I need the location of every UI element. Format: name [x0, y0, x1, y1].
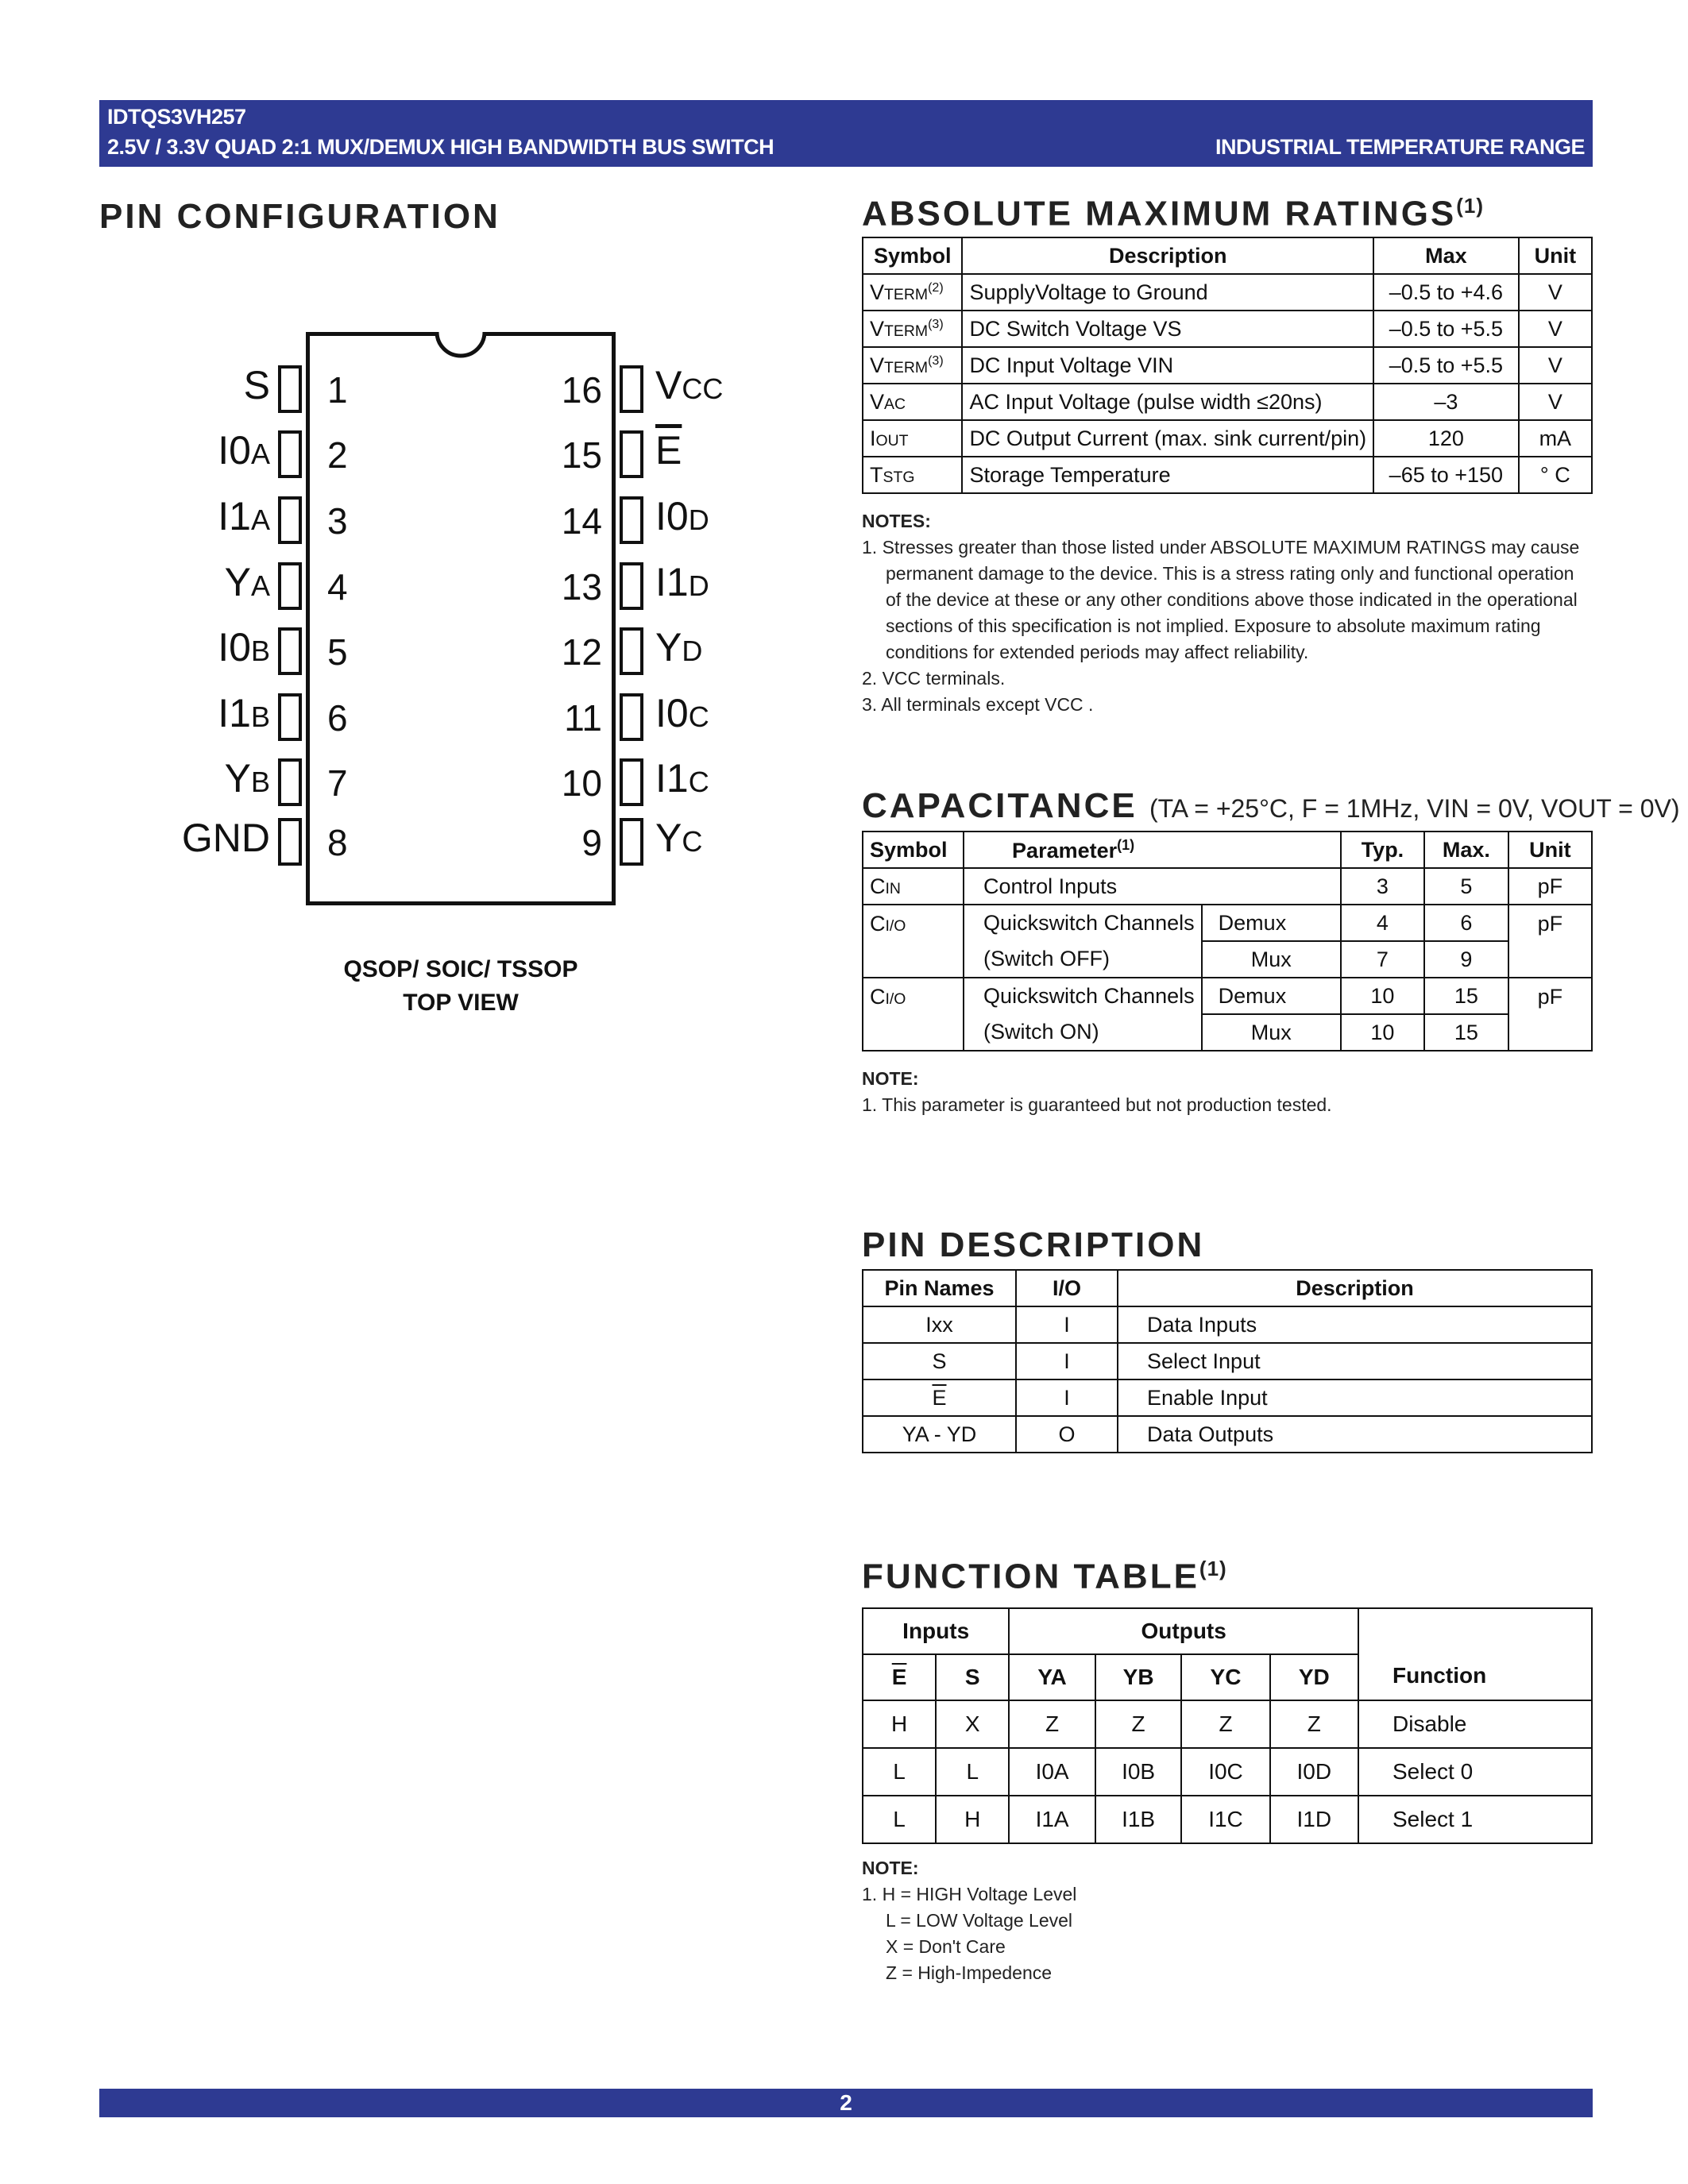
table-row	[863, 347, 1592, 384]
max-cell: 6	[1424, 905, 1508, 941]
max-cell: 120	[1373, 420, 1519, 457]
outputs-header: Outputs	[1009, 1608, 1358, 1654]
mode-cell: Demux	[1202, 978, 1341, 1014]
capacitance-conditions: (TA = +25°C, F = 1MHz, VIN = 0V, VOUT = 0V)	[1149, 794, 1680, 823]
col-symbol: Symbol	[863, 237, 962, 274]
value-cell: I0B	[1095, 1748, 1182, 1796]
unit-cell: V	[1519, 311, 1592, 347]
pin-label: YD	[655, 625, 703, 669]
value-cell: Z	[1270, 1700, 1358, 1748]
ic-package-outline	[306, 332, 616, 905]
function-header: Function	[1358, 1608, 1592, 1700]
pin-lead	[278, 365, 302, 413]
package-notch	[435, 327, 486, 359]
typ-cell: 4	[1341, 905, 1424, 941]
parameter-cell: Quickswitch Channels	[964, 905, 1202, 941]
mode-cell: Mux	[1202, 1014, 1341, 1051]
pin-label: VCC	[655, 363, 724, 407]
pin-number: 12	[561, 631, 602, 673]
abs-max-notes	[862, 508, 1593, 718]
pin-number: 8	[327, 822, 348, 863]
io-cell: I	[1016, 1379, 1118, 1416]
column-header: YC	[1181, 1654, 1269, 1700]
description-cell: Enable Input	[1118, 1379, 1592, 1416]
parameter-cell: Quickswitch Channels	[964, 978, 1202, 1014]
value-cell: H	[863, 1700, 936, 1748]
pin-label: YB	[224, 756, 270, 801]
table-row	[863, 905, 1592, 941]
description-cell: Data Inputs	[1118, 1306, 1592, 1343]
typ-cell: 7	[1341, 941, 1424, 978]
capacitance-title: CAPACITANCE (TA = +25°C, F = 1MHz, VIN = 0V, VOUT = 0V)	[862, 786, 1680, 825]
capacitance-table	[862, 831, 1593, 1051]
value-cell: H	[936, 1796, 1009, 1843]
function-table-notes	[862, 1855, 1076, 1986]
pin-label: YC	[655, 816, 703, 860]
note-1-cont: permanent damage to the device. This is a stress rating only and functional operation	[886, 563, 1574, 584]
pin-number: 5	[327, 631, 348, 673]
symbol-cell: VAC	[863, 384, 962, 420]
pin-lead	[620, 430, 643, 478]
pin-name-cell: YA - YD	[863, 1416, 1016, 1453]
io-cell: O	[1016, 1416, 1118, 1453]
pin-lead	[620, 758, 643, 806]
pin-lead	[620, 562, 643, 610]
page-number: 2	[840, 2090, 852, 2115]
function-cell: Disable	[1358, 1700, 1592, 1748]
value-cell: X	[936, 1700, 1009, 1748]
description-cell: Storage Temperature	[962, 457, 1373, 493]
pin-label: I0B	[218, 625, 270, 669]
table-row	[863, 1014, 1592, 1051]
pin-number: 3	[327, 500, 348, 542]
table-row	[863, 1343, 1592, 1379]
pin-lead	[620, 693, 643, 741]
note-1-cont: of the device at these or any other conditions above those indicated in the operational	[886, 589, 1578, 610]
value-cell: Z	[1095, 1700, 1182, 1748]
value-cell: I1C	[1181, 1796, 1269, 1843]
pin-lead	[278, 818, 302, 866]
value-cell: I1A	[1009, 1796, 1095, 1843]
pin-number: 7	[327, 762, 348, 804]
col-description: Description	[962, 237, 1373, 274]
symbol-cell: VTERM$^{(3)}$	[863, 347, 962, 384]
table-row	[863, 868, 1592, 905]
pin-lead	[278, 430, 302, 478]
pin-number: 2	[327, 434, 348, 476]
pin-label: I0D	[655, 494, 709, 538]
parameter-cell: (Switch ON)	[964, 1014, 1202, 1051]
pin-label: I1C	[655, 756, 709, 801]
pin-lead	[620, 818, 643, 866]
unit-cell: pF	[1508, 868, 1592, 905]
pin-label: I0C	[655, 691, 709, 735]
value-cell: L	[863, 1748, 936, 1796]
max-cell: –0.5 to +5.5	[1373, 311, 1519, 347]
mode-cell: Demux	[1202, 905, 1341, 941]
abs-max-table	[862, 237, 1593, 494]
part-number: IDTQS3VH257	[107, 105, 246, 129]
mode-cell: Mux	[1202, 941, 1341, 978]
typ-cell: 10	[1341, 1014, 1424, 1051]
symbol-cell: TSTG	[863, 457, 962, 493]
pin-name-cell: $\overline{E}$	[863, 1379, 1016, 1416]
pin-lead	[278, 758, 302, 806]
pin-label: I0A	[218, 428, 270, 473]
function-cell: Select 1	[1358, 1796, 1592, 1843]
table-row	[863, 941, 1592, 978]
symbol-cell: IOUT	[863, 420, 962, 457]
io-cell: I	[1016, 1343, 1118, 1379]
unit-cell: V	[1519, 384, 1592, 420]
description-cell: Select Input	[1118, 1343, 1592, 1379]
max-cell: –0.5 to +5.5	[1373, 347, 1519, 384]
pin-number: 15	[561, 434, 602, 476]
table-row	[863, 274, 1592, 311]
max-cell: 5	[1424, 868, 1508, 905]
table-row	[863, 311, 1592, 347]
description-cell: DC Output Current (max. sink current/pin)	[962, 420, 1373, 457]
pin-number: 1	[327, 369, 348, 411]
pin-name-cell: Ixx	[863, 1306, 1016, 1343]
note-2: 2. VCC terminals.	[862, 668, 1006, 689]
header-bar	[99, 100, 1593, 167]
pin-number: 9	[581, 822, 602, 863]
value-cell: I0D	[1270, 1748, 1358, 1796]
max-cell: 9	[1424, 941, 1508, 978]
parameter-cell: (Switch OFF)	[964, 941, 1202, 978]
pin-number: 13	[561, 566, 602, 608]
pin-label: I1D	[655, 560, 709, 604]
table-row	[863, 1700, 1592, 1748]
value-cell: I1B	[1095, 1796, 1182, 1843]
column-header: YD	[1270, 1654, 1358, 1700]
pin-lead	[620, 496, 643, 544]
value-cell: L	[936, 1748, 1009, 1796]
pin-number: 6	[327, 697, 348, 739]
value-cell: Z	[1181, 1700, 1269, 1748]
typ-cell: 3	[1341, 868, 1424, 905]
typ-cell: 10	[1341, 978, 1424, 1014]
pin-config-title: PIN CONFIGURATION	[99, 197, 500, 236]
pin-lead	[620, 627, 643, 675]
symbol-cell: CI/O	[863, 978, 964, 1051]
description-cell: DC Input Voltage VIN	[962, 347, 1373, 384]
notes-heading: NOTE:	[862, 1858, 919, 1878]
pin-label: I1B	[218, 691, 270, 735]
pin-label: I1A	[218, 494, 270, 538]
description-cell: Data Outputs	[1118, 1416, 1592, 1453]
table-row	[863, 457, 1592, 493]
inputs-header: Inputs	[863, 1608, 1009, 1654]
max-cell: –0.5 to +4.6	[1373, 274, 1519, 311]
note-1-cont: Z = High-Impedence	[886, 1962, 1053, 1983]
unit-cell: V	[1519, 274, 1592, 311]
value-cell: I0C	[1181, 1748, 1269, 1796]
symbol-cell: VTERM$^{(3)}$	[863, 311, 962, 347]
symbol-cell: CIN	[863, 868, 964, 905]
col-parameter: Parameter$^{(1)}$	[964, 832, 1341, 868]
col-symbol: Symbol	[863, 832, 964, 868]
col-max: Max	[1373, 237, 1519, 274]
pin-lead	[278, 627, 302, 675]
note-1-cont: L = LOW Voltage Level	[886, 1910, 1073, 1931]
doc-subtitle: 2.5V / 3.3V QUAD 2:1 MUX/DEMUX HIGH BANDWIDTH BUS SWITCH	[107, 135, 774, 159]
pin-label: S	[243, 363, 270, 407]
note-1: 1. This parameter is guaranteed but not production tested.	[862, 1094, 1332, 1115]
col-typ: Typ.	[1341, 832, 1424, 868]
value-cell: Z	[1009, 1700, 1095, 1748]
col-description: Description	[1118, 1270, 1592, 1306]
function-table	[862, 1607, 1593, 1844]
table-row	[863, 1748, 1592, 1796]
description-cell: AC Input Voltage (pulse width ≤20ns)	[962, 384, 1373, 420]
unit-cell: ° C	[1519, 457, 1592, 493]
function-cell: Select 0	[1358, 1748, 1592, 1796]
parameter-cell: Control Inputs	[964, 868, 1341, 905]
unit-cell: V	[1519, 347, 1592, 384]
pin-number: 10	[561, 762, 602, 804]
io-cell: I	[1016, 1306, 1118, 1343]
column-header: $\overline{E}$	[863, 1654, 936, 1700]
max-cell: –65 to +150	[1373, 457, 1519, 493]
table-row	[863, 384, 1592, 420]
table-row	[863, 978, 1592, 1014]
col-io: I/O	[1016, 1270, 1118, 1306]
col-unit: Unit	[1508, 832, 1592, 868]
max-cell: –3	[1373, 384, 1519, 420]
function-table-title: FUNCTION TABLE$^{(1)}$	[862, 1557, 1227, 1596]
pin-number: 16	[561, 369, 602, 411]
note-1-cont: sections of this specification is not implied. Exposure to absolute maximum rating	[886, 615, 1541, 636]
notes-heading: NOTE:	[862, 1068, 919, 1089]
col-unit: Unit	[1519, 237, 1592, 274]
value-cell: I1D	[1270, 1796, 1358, 1843]
pin-lead	[278, 496, 302, 544]
value-cell: L	[863, 1796, 936, 1843]
temperature-range: INDUSTRIAL TEMPERATURE RANGE	[1215, 135, 1585, 159]
pin-description-title: PIN DESCRIPTION	[862, 1225, 1205, 1264]
table-row	[863, 1796, 1592, 1843]
pin-description-table	[862, 1269, 1593, 1453]
symbol-cell: VTERM$^{(2)}$	[863, 274, 962, 311]
table-row	[863, 1306, 1592, 1343]
pin-number: 4	[327, 566, 348, 608]
column-header: S	[936, 1654, 1009, 1700]
pin-lead	[620, 365, 643, 413]
table-row	[863, 1379, 1592, 1416]
pin-lead	[278, 693, 302, 741]
footer-bar	[99, 2089, 1593, 2117]
abs-max-title: ABSOLUTE MAXIMUM RATINGS$^{(1)}$	[862, 194, 1485, 233]
col-max: Max.	[1424, 832, 1508, 868]
capacitance-notes	[862, 1066, 1332, 1118]
pin-number: 14	[561, 500, 602, 542]
description-cell: SupplyVoltage to Ground	[962, 274, 1373, 311]
column-header: YA	[1009, 1654, 1095, 1700]
pin-label: $\overline{E}$	[655, 428, 682, 473]
symbol-cell: CI/O	[863, 905, 964, 978]
unit-cell: pF	[1508, 978, 1592, 1051]
pin-number: 11	[564, 697, 602, 739]
note-1-cont: X = Don't Care	[886, 1936, 1006, 1957]
pin-label: YA	[224, 560, 270, 604]
note-3: 3. All terminals except VCC .	[862, 694, 1094, 715]
note-1: 1. H = HIGH Voltage Level	[862, 1884, 1077, 1904]
pin-label: GND	[181, 816, 270, 860]
table-row	[863, 420, 1592, 457]
col-pin-names: Pin Names	[863, 1270, 1016, 1306]
unit-cell: pF	[1508, 905, 1592, 978]
pin-name-cell: S	[863, 1343, 1016, 1379]
pin-lead	[278, 562, 302, 610]
value-cell: I0A	[1009, 1748, 1095, 1796]
view-caption: TOP VIEW	[403, 990, 519, 1016]
description-cell: DC Switch Voltage VS	[962, 311, 1373, 347]
note-1: 1. Stresses greater than those listed under ABSOLUTE MAXIMUM RATINGS may cause	[862, 537, 1580, 558]
max-cell: 15	[1424, 978, 1508, 1014]
note-1-cont: conditions for extended periods may affect reliability.	[886, 642, 1309, 662]
max-cell: 15	[1424, 1014, 1508, 1051]
unit-cell: mA	[1519, 420, 1592, 457]
column-header: YB	[1095, 1654, 1182, 1700]
table-row	[863, 1416, 1592, 1453]
notes-heading: NOTES:	[862, 511, 931, 531]
package-caption: QSOP/ SOIC/ TSSOP	[343, 956, 578, 982]
